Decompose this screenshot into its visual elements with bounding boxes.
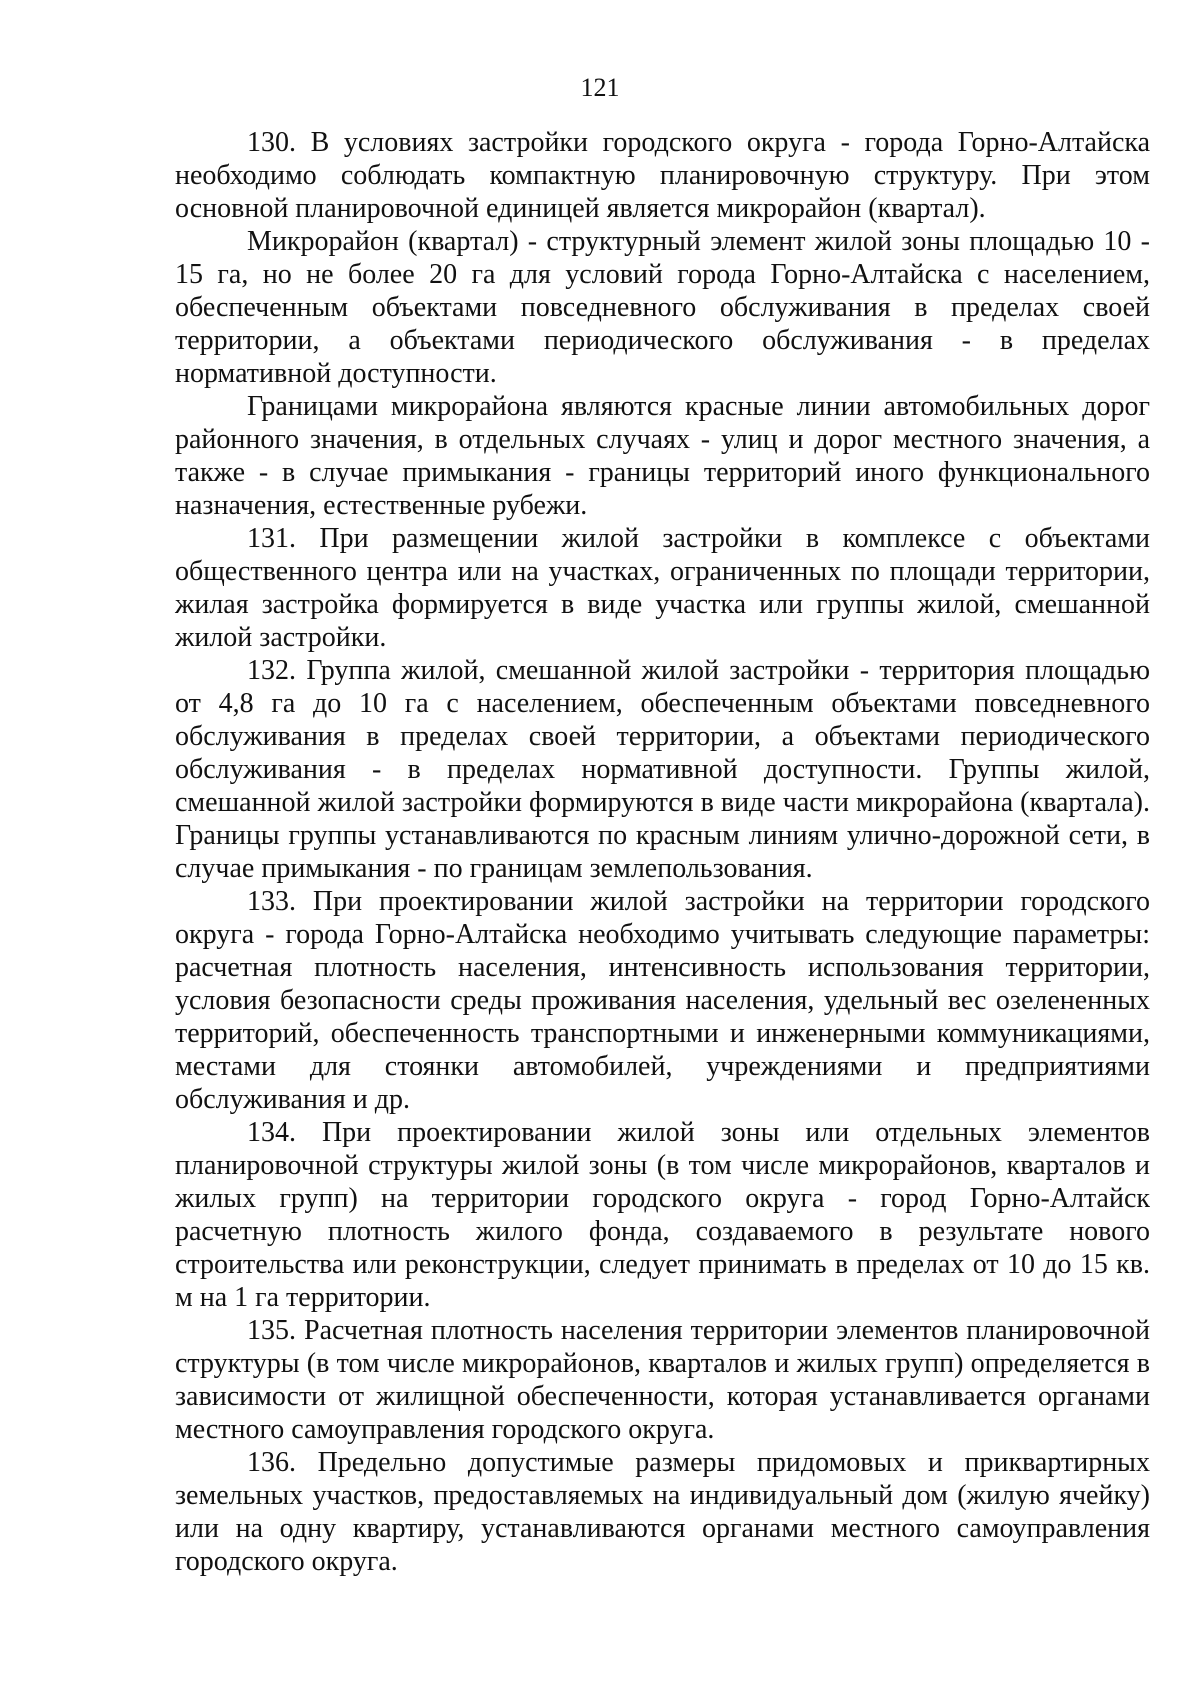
paragraph-136: 136. Предельно допустимые размеры придомовых и приквартирных земельных участков, предоставляемых на индивидуальный дом (жилую ячейку) или на одну квартиру, устанавливаются органами местного самоуправления городского округа. [175, 1447, 1150, 1577]
paragraph-135: 135. Расчетная плотность населения территории элементов планировочной структуры (в том числе микрорайонов, кварталов и жилых групп) определяется в зависимости от жилищной обеспеченности, которая устанавливается органами местного самоуправления городского округа. [175, 1315, 1150, 1445]
paragraph-microdistrict-definition: Микрорайон (квартал) - структурный элемент жилой зоны площадью 10 - 15 га, но не более 20 га для условий города Горно-Алтайска с населением, обеспеченным объектами повседневного обслуживания в пределах своей территории, а объектами периодического обслуживания - в пределах нормативной доступности. [175, 226, 1150, 389]
paragraph-131: 131. При размещении жилой застройки в комплексе с объектами общественного центра или на участках, ограниченных по площади территории, жилая застройка формируется в виде участка или группы жилой, смешанной жилой застройки. [175, 523, 1150, 653]
paragraph-134: 134. При проектировании жилой зоны или отдельных элементов планировочной структуры жилой зоны (в том числе микрорайонов, кварталов и жилых групп) на территории городского округа - город Горно-Алтайск расчетную плотность жилого фонда, создаваемого в результате нового строительства или реконструкции, следует принимать в пределах от 10 до 15 кв. м на 1 га территории. [175, 1117, 1150, 1313]
paragraph-130: 130. В условиях застройки городского округа - города Горно-Алтайска необходимо соблюдать компактную планировочную структуру. При этом основной планировочной единицей является микрорайон (квартал). [175, 127, 1150, 224]
document-body [175, 126, 1150, 1578]
paragraph-133: 133. При проектировании жилой застройки на территории городского округа - города Горно-Алтайска необходимо учитывать следующие параметры: расчетная плотность населения, интенсивность использования территории, условия безопасности среды проживания населения, удельный вес озелененных территорий, обеспеченность транспортными и инженерными коммуникациями, местами для стоянки автомобилей, учреждениями и предприятиями обслуживания и др. [175, 886, 1150, 1115]
paragraph-132: 132. Группа жилой, смешанной жилой застройки - территория площадью от 4,8 га до 10 га с населением, обеспеченным объектами повседневного обслуживания в пределах своей территории, а объектами периодического обслуживания - в пределах нормативной доступности. Группы жилой, смешанной жилой застройки формируются в виде части микрорайона (квартала). Границы группы устанавливаются по красным линиям улично-дорожной сети, в случае примыкания - по границам землепользования. [175, 655, 1150, 884]
paragraph-microdistrict-boundaries: Границами микрорайона являются красные линии автомобильных дорог районного значения, в отдельных случаях - улиц и дорог местного значения, а также - в случае примыкания - границы территорий иного функционального назначения, естественные рубежи. [175, 391, 1150, 521]
page-number: 121 [580, 73, 620, 102]
